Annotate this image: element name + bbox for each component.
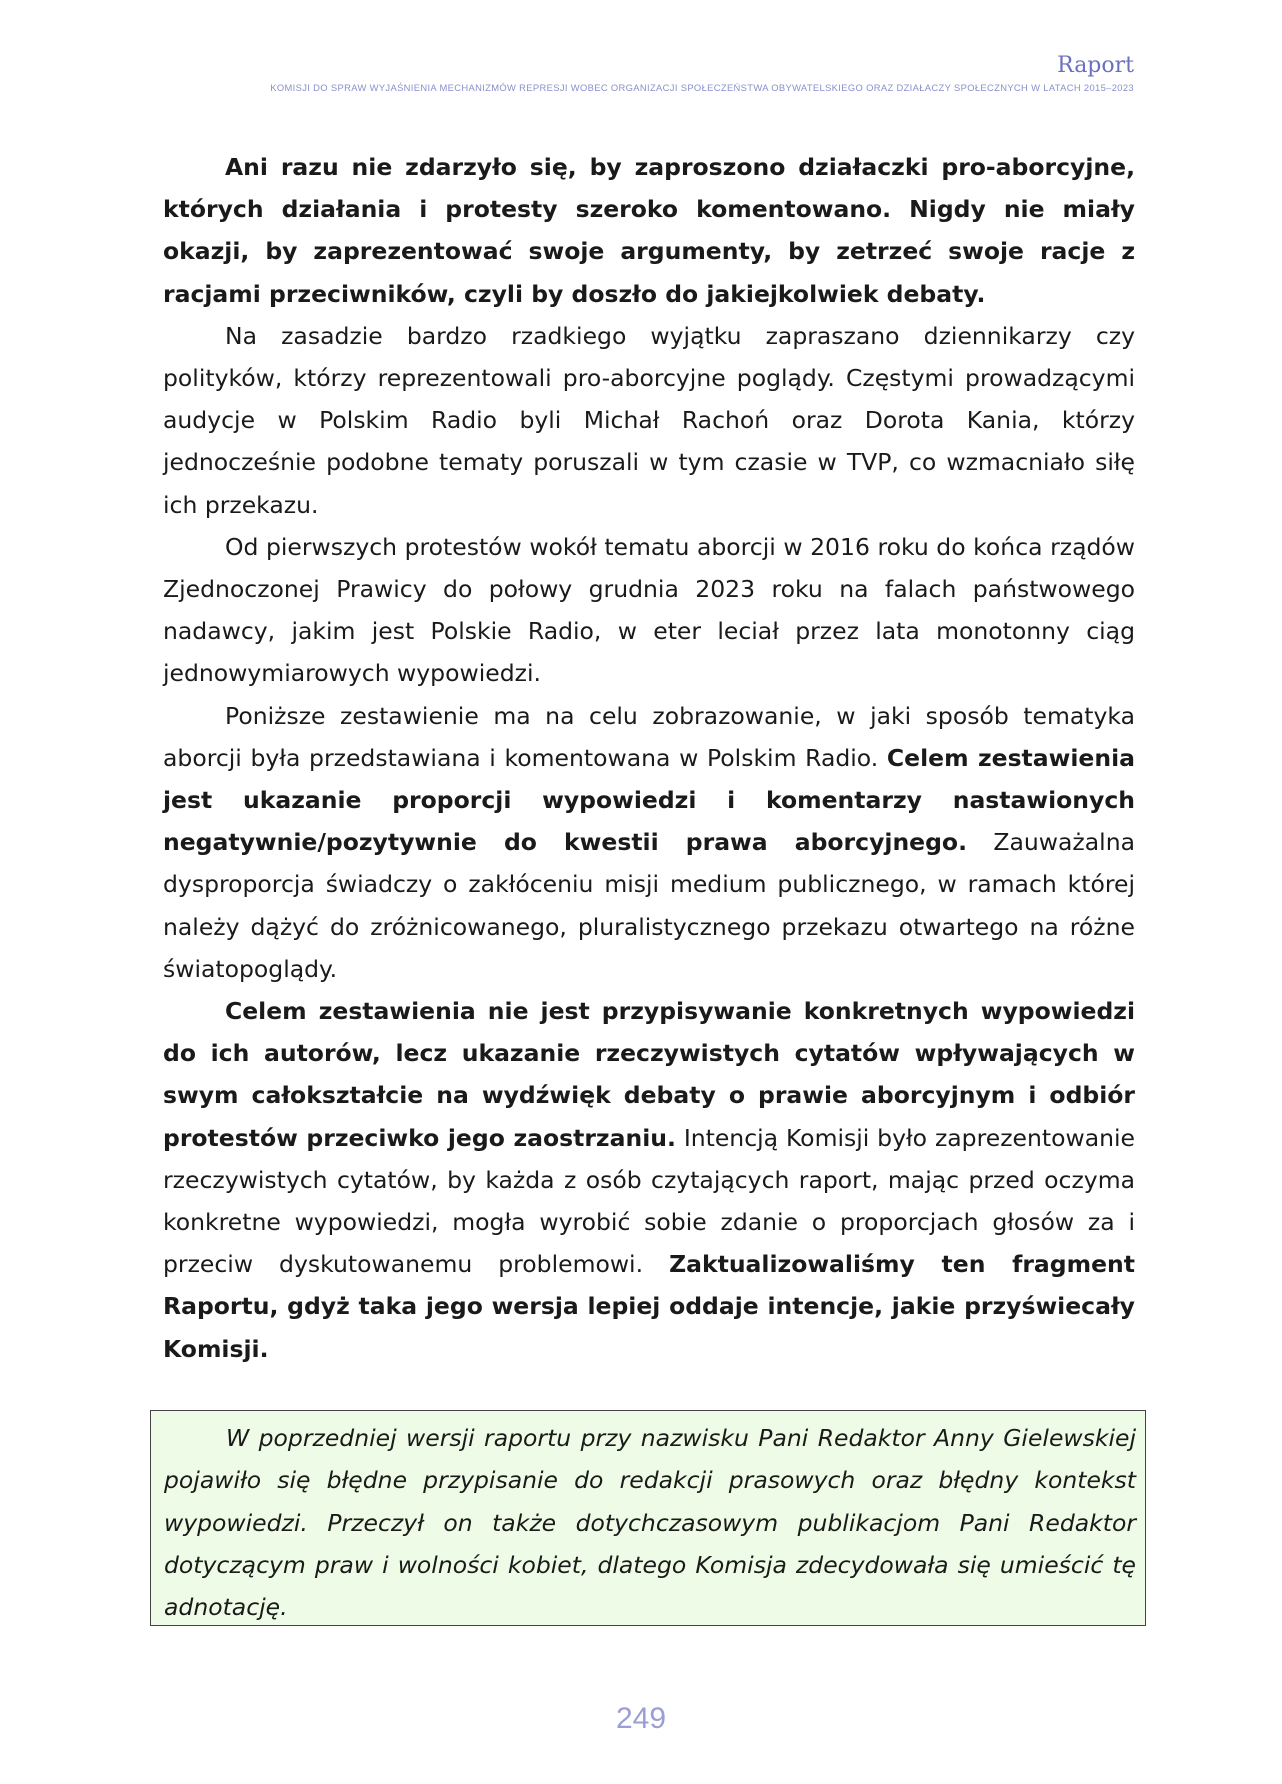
paragraph-3: Od pierwszych protestów wokół tematu aborcji w 2016 roku do końca rządów Zjednoczonej Prawicy do połowy grudnia 2023 roku na falach państwowego nadawcy, jakim jest Polskie Radio, w eter leciał przez lata monotonny ciąg jednowymiarowych wypowiedzi. — [163, 532, 1135, 688]
paragraph-1-bold: Ani razu nie zdarzyło się, by zaproszono działaczki pro-aborcyjne, których działania i protesty szeroko komentowano. Nigdy nie miały okazji, by zaprezentować swoje argumenty, by zetrzeć swoje racje z racjami przeciwników, czyli by doszło do jakiejkolwiek debaty. — [163, 153, 1135, 308]
main-content — [163, 146, 1135, 1370]
paragraph-4-text-1: Poniższe zestawienie ma na celu zobrazowanie, w jaki sposób tematyka aborcji była przedstawiana i komentowana w Polskim Radio. — [163, 701, 1135, 772]
paragraph-1 — [163, 146, 1135, 315]
paragraph-4-text-2: Zauważalna dysproporcja świadczy o zakłóceniu misji medium publicznego, w ramach której należy dążyć do zróżnicowanego, pluralistycznego przekazu otwartego na różne światopoglądy. — [163, 828, 1135, 983]
paragraph-5 — [163, 990, 1135, 1370]
annotation-text: W poprzedniej wersji raportu przy nazwisku Pani Redaktor Anny Gielewskiej pojawiło się błędne przypisanie do redakcji prasowych oraz błędny kontekst wypowiedzi. Przeczył on także dotychczasowym publikacjom Pani Redaktor dotyczącym praw i wolności kobiet, dlatego Komisja zdecydowała się umieścić tę adnotację. — [164, 1424, 1136, 1622]
paragraph-2: Na zasadzie bardzo rzadkiego wyjątku zapraszano dziennikarzy czy polityków, którzy reprezentowali pro-aborcyjne poglądy. Częstymi prowadzącymi audycje w Polskim Radio byli Michał Rachoń oraz Dorota Kania, którzy jednocześnie podobne tematy poruszali w tym czasie w TVP, co wzmacniało siłę ich przekazu. — [163, 321, 1135, 519]
report-subtitle: KOMISJI DO SPRAW WYJAŚNIENIA MECHANIZMÓW REPRESJI WOBEC ORGANIZACJI SPOŁECZEŃSTWA OBYWATELSKIEGO ORAZ DZIAŁACZY SPOŁECZNYCH W LATACH 2015–2023 — [270, 82, 1134, 93]
paragraph-4-bold-1: Celem zestawienia jest ukazanie proporcji wypowiedzi i komentarzy nastawionych negatywnie/pozytywnie do kwestii prawa aborcyjnego. — [163, 743, 1135, 857]
page-header — [270, 52, 1134, 93]
paragraph-4 — [163, 695, 1135, 990]
report-title: Raport — [1057, 53, 1134, 78]
paragraph-5-bold-2: Zaktualizowaliśmy ten fragment Raportu, gdyż taka jego wersja lepiej oddaje intencje, jakie przyświecały Komisji. — [163, 1250, 1136, 1363]
paragraph-5-text-1: Intencją Komisji było zaprezentowanie rzeczywistych cytatów, by każda z osób czytających raport, mając przed oczyma konkretne wypowiedzi, mogła wyrobić sobie zdanie o proporcjach głosów za i przeciw dyskutowanemu problemowi. — [163, 1123, 1135, 1279]
annotation-box — [150, 1410, 1146, 1626]
page-number: 249 — [615, 1702, 667, 1735]
paragraph-5-bold-1: Celem zestawienia nie jest przypisywanie konkretnych wypowiedzi do ich autorów, lecz ukazanie rzeczywistych cytatów wpływających w swym całokształcie na wydźwięk debaty o prawie aborcyjnym i odbiór protestów przeciwko jego zaostrzaniu. — [163, 997, 1135, 1152]
